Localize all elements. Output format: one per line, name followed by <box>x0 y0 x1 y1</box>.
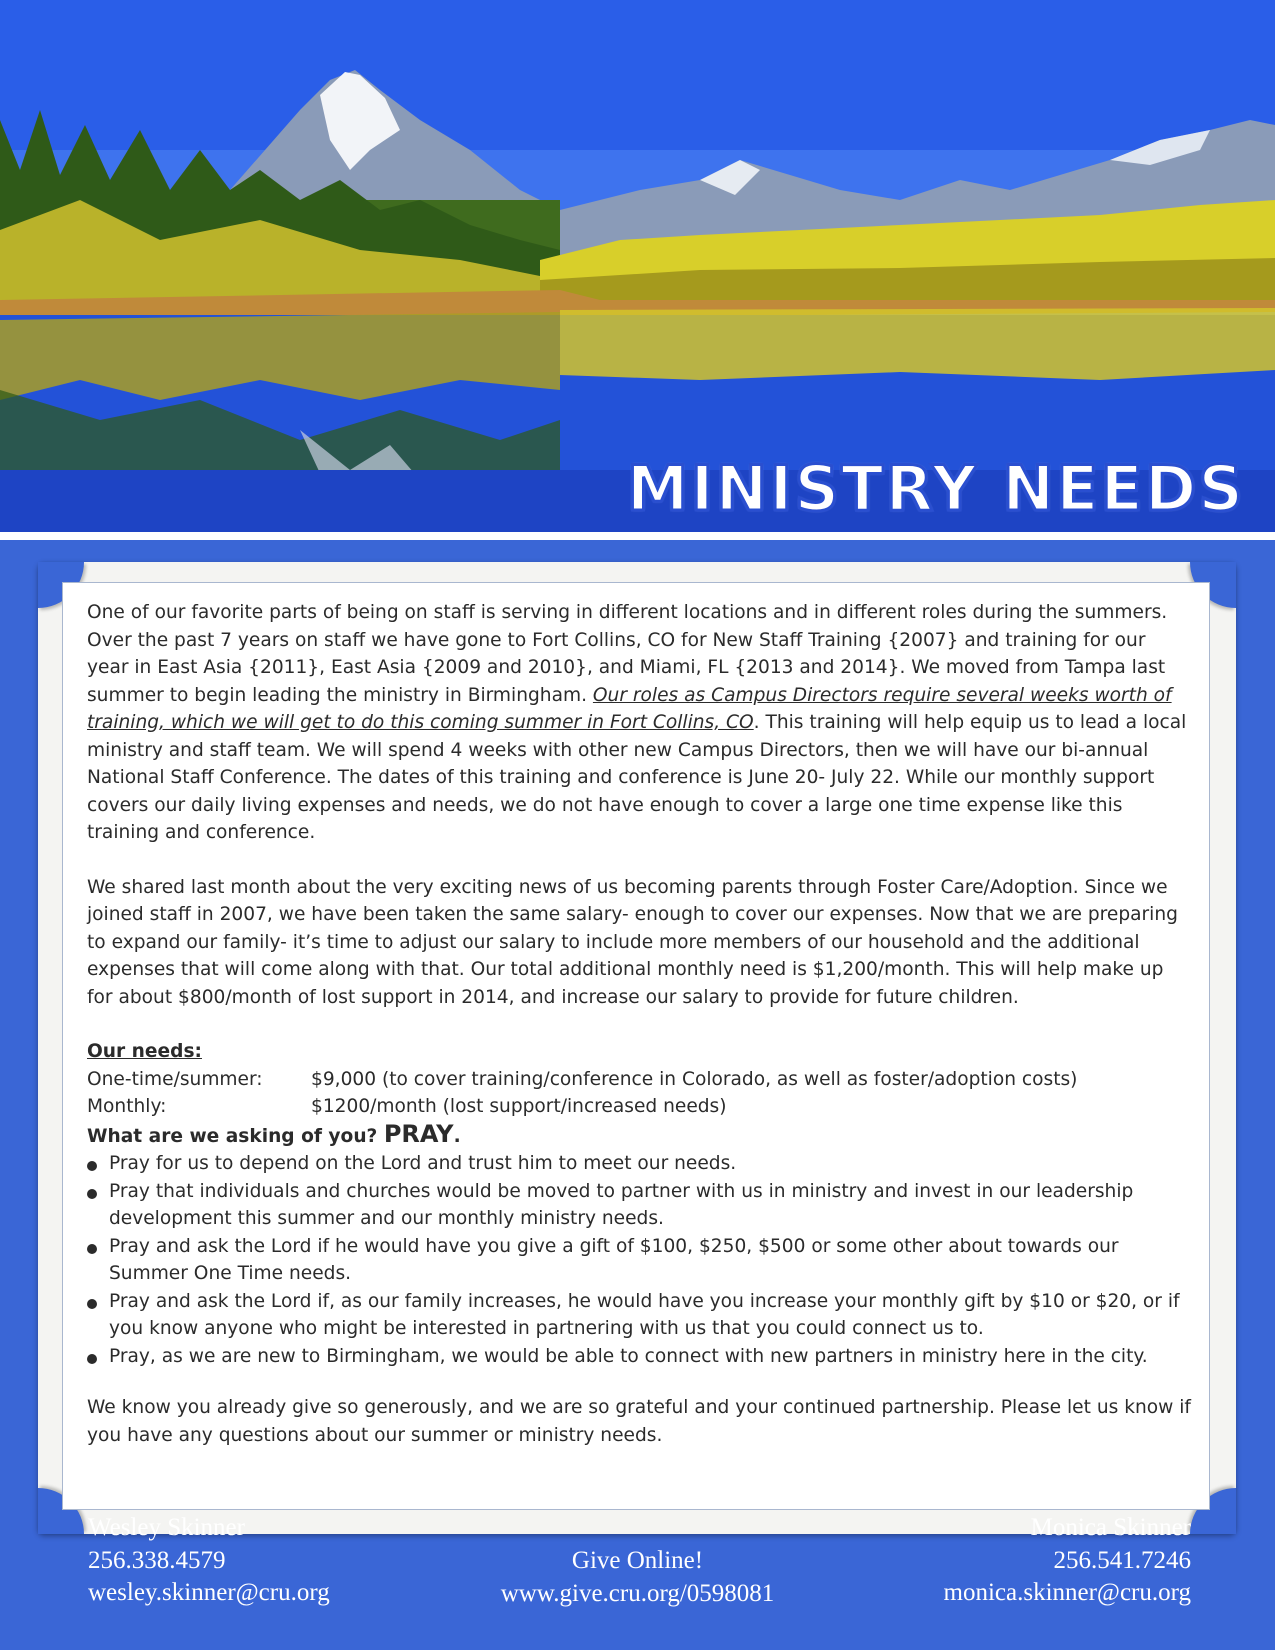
contact-email[interactable]: wesley.skinner@cru.org <box>88 1579 330 1606</box>
list-item-text: Pray for us to depend on the Lord and trust him to meet our needs. <box>109 1153 737 1174</box>
hero-landscape-image <box>0 0 1275 532</box>
contact-phone[interactable]: 256.541.7246 <box>1053 1546 1191 1574</box>
list-item <box>87 1150 1191 1178</box>
list-item <box>87 1233 1191 1288</box>
content-card <box>38 562 1236 1534</box>
ask-emphasis: PRAY <box>383 1119 454 1148</box>
list-item <box>87 1288 1191 1343</box>
ask-heading <box>87 1121 1191 1151</box>
needs-value: $1200/month (lost support/increased needs) <box>311 1096 727 1117</box>
list-item <box>87 1343 1191 1371</box>
give-online-link[interactable]: www.give.cru.org/0598081 <box>500 1579 775 1607</box>
paragraph-foster-care: We shared last month about the very exciting news of us becoming parents through Foster Care/Adoption. Since we joined staff in 2007, we have been taken the same salary- enough to cover our expenses. Now that we are preparing to expand our family- it’s time to adjust our salary to include more members of our household and the additional expenses that will come along with that. Our total additional monthly need is $1,200/month. This will help make up for about $800/month of lost support in 2014, and increase our salary to provide for future children. <box>87 876 1178 1008</box>
prayer-list <box>87 1150 1191 1370</box>
needs-value: $9,000 (to cover training/conference in Colorado, as well as foster/adoption costs) <box>311 1068 1078 1090</box>
emphasis-text: Our roles as Campus Directors require several weeks worth of training, which we will get to do this coming summer in Fort Collins, CO <box>87 684 1172 733</box>
page-title: MINISTRY NEEDS <box>626 452 1245 525</box>
bullet-icon <box>87 1161 97 1171</box>
bullet-icon <box>87 1299 97 1309</box>
list-item-text: Pray and ask the Lord if, as our family increases, he would have you increase your monthly gift by $10 or $20, or if you know anyone who might be interested in partnering with us that you could connect us to. <box>109 1290 1180 1339</box>
list-item <box>87 1178 1191 1233</box>
bullet-icon <box>87 1189 97 1199</box>
ask-question: What are we asking of you? <box>87 1125 384 1147</box>
needs-row <box>87 1066 1191 1094</box>
ask-end: . <box>453 1125 461 1147</box>
divider <box>0 532 1275 540</box>
give-online-label: Give Online! <box>571 1547 704 1574</box>
paragraph-summer-training <box>87 599 1191 847</box>
paragraph-text: One of our favorite parts of being on staff is serving in different locations and in different roles during the summers. Over the past 7 years on staff we have gone to Fort Collins, CO for New Staff Training {2007} and training for our year in East Asia {2011}, East Asia {2009 and 2010}, and Miami, FL {2013 and 2014}. We moved from Tampa last summer to begin leading the ministry in Birmingham. <box>87 602 1168 706</box>
list-item-text: Pray and ask the Lord if he would have you give a gift of $100, $250, $500 or some other about towards our Summer One Time needs. <box>109 1235 1119 1284</box>
bullet-icon <box>87 1244 97 1254</box>
needs-label: One-time/summer: <box>87 1068 263 1090</box>
list-item-text: Pray that individuals and churches would be moved to partner with us in ministry and invest in our leadership development this summer and our monthly ministry needs. <box>109 1180 1134 1229</box>
closing-paragraph: We know you already give so generously, and we are so grateful and your continued partnership. Please let us know if you have any questions about our summer or ministry needs. <box>87 1397 1191 1446</box>
contact-name: Wesley Skinner <box>88 1514 245 1541</box>
contact-monica <box>944 1512 1192 1610</box>
needs-row <box>87 1093 1191 1121</box>
contact-phone[interactable]: 256.338.4579 <box>88 1546 226 1574</box>
list-item-text: Pray, as we are new to Birmingham, we would be able to connect with new partners in ministry here in the city. <box>109 1345 1148 1367</box>
paragraph-text: . This training will help equip us to lead a local ministry and staff team. We will spend 4 weeks with other new Campus Directors, then we will have our bi-annual National Staff Conference. The dates of this training and conference is June 20- July 22. While our monthly support covers our daily living expenses and needs, we do not have enough to cover a large one time expense like this training and conference. <box>87 712 1187 843</box>
letter-body <box>62 582 1210 1510</box>
bullet-icon <box>87 1354 97 1364</box>
contact-name: Monica Skinner <box>1030 1514 1191 1541</box>
needs-heading: Our needs: <box>87 1041 202 1062</box>
needs-label: Monthly: <box>87 1096 167 1117</box>
contact-email[interactable]: monica.skinner@cru.org <box>943 1579 1191 1606</box>
